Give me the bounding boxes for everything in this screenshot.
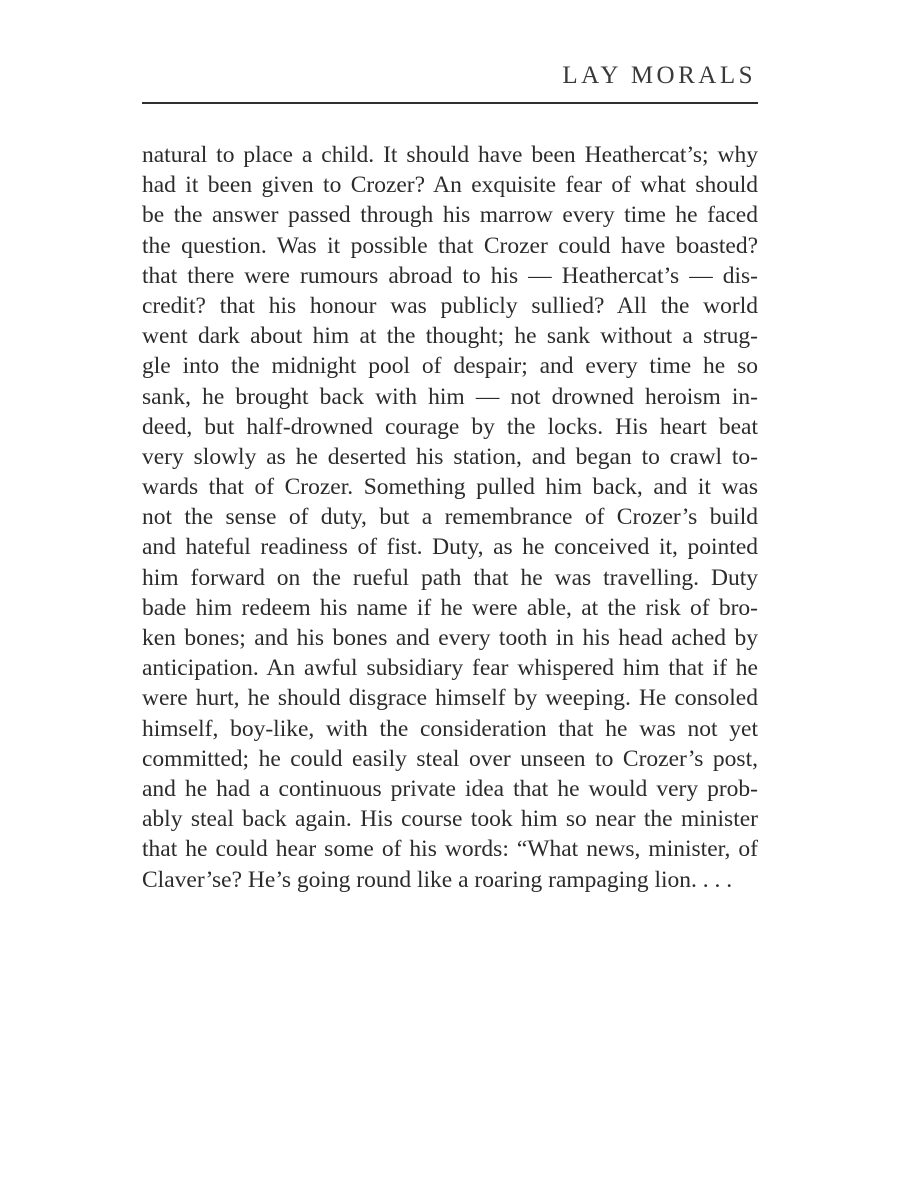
- text-line: wards that of Crozer. Something pulled him back, and it was: [142, 474, 758, 501]
- text-line: that there were rumours abroad to his — Heathercat’s — dis-: [142, 262, 758, 289]
- text-line: deed, but half-drowned courage by the locks. His heart beat: [142, 413, 758, 440]
- text-line: that he could hear some of his words: “What news, minister, of: [142, 836, 758, 863]
- running-head: [142, 58, 758, 104]
- text-line: were hurt, he should disgrace himself by weeping. He consoled: [142, 685, 758, 712]
- text-line: committed; he could easily steal over unseen to Crozer’s post,: [142, 745, 758, 772]
- text-line: himself, boy-like, with the consideration that he was not yet: [142, 715, 758, 742]
- body-text: [142, 140, 758, 895]
- text-line: had it been given to Crozer? An exquisite fear of what should: [142, 172, 758, 199]
- text-line: natural to place a child. It should have been Heathercat’s; why: [142, 142, 758, 168]
- running-head-title: LAY MORALS: [562, 62, 756, 89]
- text-line: anticipation. An awful subsidiary fear whispered him that if he: [142, 655, 758, 682]
- text-line: and he had a continuous private idea that he would very prob-: [142, 775, 758, 802]
- text-line: not the sense of duty, but a remembrance of Crozer’s build: [142, 504, 758, 531]
- text-line: sank, he brought back with him — not drowned heroism in-: [142, 383, 758, 410]
- text-line-last: Claver’se? He’s going round like a roaring rampaging lion. . . .: [142, 866, 733, 893]
- text-line: bade him redeem his name if he were able, at the risk of bro-: [142, 594, 758, 621]
- text-line: be the answer passed through his marrow every time he faced: [142, 202, 758, 229]
- text-line: the question. Was it possible that Crozer could have boasted?: [142, 232, 758, 259]
- text-line: gle into the midnight pool of despair; and every time he so: [142, 353, 758, 380]
- text-line: went dark about him at the thought; he sank without a strug-: [142, 323, 758, 350]
- text-line: credit? that his honour was publicly sullied? All the world: [142, 292, 758, 319]
- text-line: and hateful readiness of fist. Duty, as he conceived it, pointed: [142, 534, 758, 561]
- text-line: him forward on the rueful path that he was travelling. Duty: [142, 564, 758, 591]
- text-line: very slowly as he deserted his station, and began to crawl to-: [142, 443, 758, 470]
- text-line: ably steal back again. His course took him so near the minister: [142, 806, 758, 833]
- text-line: ken bones; and his bones and every tooth in his head ached by: [142, 625, 758, 651]
